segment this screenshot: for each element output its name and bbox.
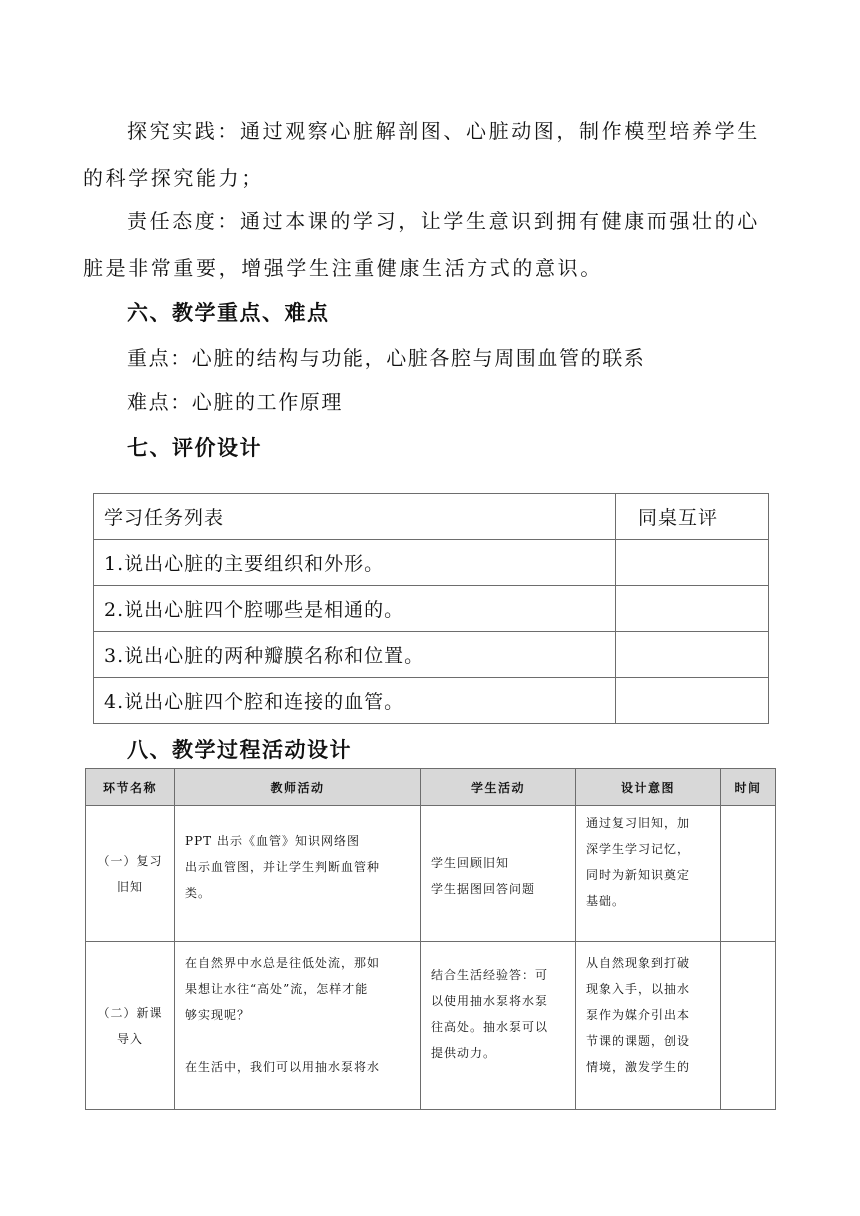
table-cell bbox=[616, 586, 769, 632]
stage-label: 旧知 bbox=[116, 879, 143, 894]
attitude-paragraph-line1: 责任态度：通过本课的学习，让学生意识到拥有健康而强壮的心 bbox=[127, 209, 760, 233]
cell-text-line: 果想让水往“高处”流，怎样才能 bbox=[185, 982, 369, 996]
attitude-paragraph-line2: 脏是非常重要，增强学生注重健康生活方式的意识。 bbox=[83, 256, 603, 280]
cell-text-line: 基础。 bbox=[586, 894, 626, 908]
table-header-cell: 教师活动 bbox=[175, 769, 421, 806]
cell-text-line: 够实现呢？ bbox=[185, 1008, 251, 1022]
cell-text-line: 结合生活经验答：可 bbox=[431, 968, 549, 982]
table-row bbox=[86, 769, 776, 806]
stage-cell bbox=[86, 942, 175, 1110]
cell-text-line: 现象入手，以抽水 bbox=[586, 982, 691, 996]
time-cell bbox=[721, 806, 776, 942]
process-table bbox=[85, 768, 776, 1110]
table-header-cell: 环节名称 bbox=[86, 769, 175, 806]
cell-text-line: 情境，激发学生的 bbox=[586, 1060, 691, 1074]
table-cell: 1.说出心脏的主要组织和外形。 bbox=[94, 540, 616, 586]
practice-paragraph-line1: 探究实践：通过观察心脏解剖图、心脏动图，制作模型培养学生 bbox=[127, 119, 760, 143]
cell-text-line: 在自然界中水总是往低处流，那如 bbox=[185, 956, 381, 970]
cell-text-line: 同时为新知识奠定 bbox=[586, 868, 691, 882]
cell-text-line: 泵作为媒介引出本 bbox=[586, 1008, 691, 1022]
table-cell bbox=[616, 540, 769, 586]
table-row bbox=[86, 806, 776, 942]
practice-paragraph-line2: 的科学探究能力； bbox=[83, 166, 264, 190]
time-cell bbox=[721, 942, 776, 1110]
blank-line bbox=[185, 1028, 414, 1054]
table-header-cell: 设计意图 bbox=[576, 769, 721, 806]
table-row bbox=[86, 942, 776, 1110]
cell-text-line: 学生据图回答问题 bbox=[431, 881, 536, 896]
cell-text-line: 从自然现象到打破 bbox=[586, 956, 691, 970]
student-activity-cell bbox=[421, 806, 576, 942]
table-header-cell: 时间 bbox=[721, 769, 776, 806]
cell-text-line: 在生活中，我们可以用抽水泵将水 bbox=[185, 1060, 381, 1074]
cell-text-line: 学生回顾旧知 bbox=[431, 855, 510, 870]
table-row bbox=[94, 540, 769, 586]
section8-heading: 八、教学过程活动设计 bbox=[127, 738, 352, 762]
table-header-cell: 同桌互评 bbox=[616, 494, 769, 540]
table-header-cell: 学生活动 bbox=[421, 769, 576, 806]
stage-label: 导入 bbox=[116, 1031, 143, 1046]
cell-text-line: 深学生学习记忆， bbox=[586, 842, 691, 856]
design-intent-cell bbox=[576, 942, 721, 1110]
table-row bbox=[94, 586, 769, 632]
cell-text-line: 类。 bbox=[185, 886, 212, 900]
table-row bbox=[94, 678, 769, 724]
cell-text-line: PPT 出示《血管》知识网络图 bbox=[185, 834, 360, 848]
cell-text-line: 通过复习旧知，加 bbox=[586, 816, 691, 830]
cell-text-line: 往高处。抽水泵可以 bbox=[431, 1020, 549, 1034]
cell-text-line: 出示血管图，并让学生判断血管种 bbox=[185, 860, 381, 874]
teacher-activity-cell bbox=[175, 806, 421, 942]
table-cell: 4.说出心脏四个腔和连接的血管。 bbox=[94, 678, 616, 724]
table-row bbox=[94, 632, 769, 678]
stage-cell bbox=[86, 806, 175, 942]
cell-text-line: 提供动力。 bbox=[431, 1046, 497, 1060]
cell-text-line: 以使用抽水泵将水泵 bbox=[431, 994, 549, 1008]
cell-text-line: 节课的课题，创设 bbox=[586, 1034, 691, 1048]
section6-heading: 六、教学重点、难点 bbox=[127, 301, 330, 325]
table-cell bbox=[616, 632, 769, 678]
student-activity-cell bbox=[421, 942, 576, 1110]
stage-label: （二）新课 bbox=[97, 1005, 163, 1020]
section7-heading: 七、评价设计 bbox=[127, 436, 262, 460]
design-intent-cell bbox=[576, 806, 721, 942]
table-header-cell: 学习任务列表 bbox=[94, 494, 616, 540]
evaluation-table bbox=[93, 493, 769, 724]
stage-label: （一）复习 bbox=[97, 853, 163, 868]
table-cell: 2.说出心脏四个腔哪些是相通的。 bbox=[94, 586, 616, 632]
table-row bbox=[94, 494, 769, 540]
difficulty-text: 难点：心脏的工作原理 bbox=[127, 390, 343, 414]
table-cell bbox=[616, 678, 769, 724]
teacher-activity-cell bbox=[175, 942, 421, 1110]
table-cell: 3.说出心脏的两种瓣膜名称和位置。 bbox=[94, 632, 616, 678]
key-point-text: 重点：心脏的结构与功能，心脏各腔与周围血管的联系 bbox=[127, 346, 646, 370]
